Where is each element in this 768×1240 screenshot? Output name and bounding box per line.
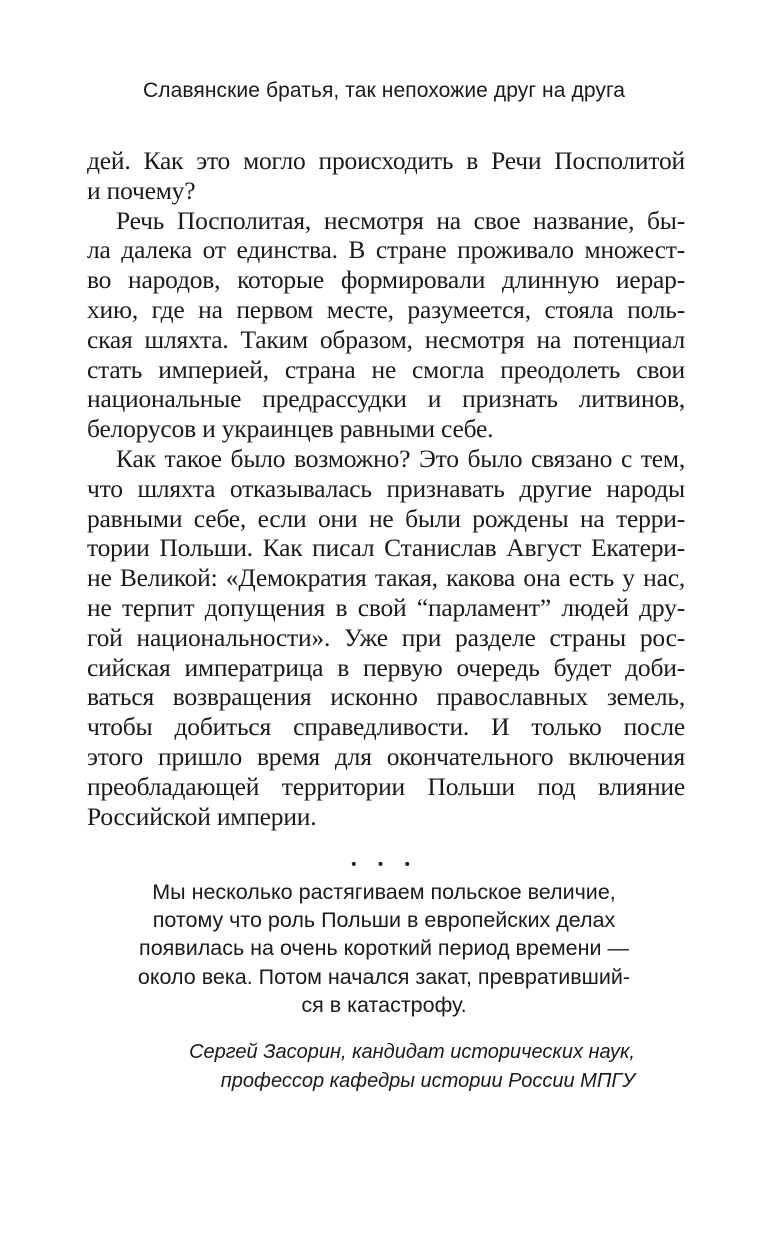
body-text: [87, 146, 685, 831]
text-line: сийская императрица в первую очередь будет доби-: [87, 652, 685, 682]
attribution-line: профессор кафедры истории России МПГУ: [220, 1070, 635, 1092]
text-line: равными себе, если они не были рождены на терри-: [87, 503, 685, 533]
text-line: этого пришло время для окончательного включения: [87, 741, 685, 771]
quote-attribution: [180, 1038, 635, 1096]
text-line: во народов, которые формировали длинную иерар-: [87, 265, 685, 295]
running-head: Славянские братья, так непохожие друг на друга: [142, 79, 626, 102]
text-line: Российской империи.: [87, 801, 317, 831]
quote-line: Мы несколько растягиваем польское величие,: [152, 880, 616, 904]
quote-line: появилась на очень короткий период времени —: [139, 936, 629, 961]
quote-line: ся в катастрофу.: [301, 992, 467, 1017]
text-line: преобладающей территории Польши под влияние: [87, 771, 685, 801]
text-line: что шляхта отказывалась признавать другие народы: [87, 473, 685, 503]
text-line: тории Польши. Как писал Станислав Август Екатери-: [87, 533, 685, 563]
text-line: ла далека от единства. В стране проживало множест-: [87, 235, 685, 265]
text-line: Речь Посполитая, несмотря на свое название, бы-: [116, 205, 685, 235]
text-line: национальные предрассудки и признать литвинов,: [87, 384, 685, 414]
text-line: Как такое было возможно? Это было связано с тем,: [116, 443, 685, 473]
text-line: хию, где на первом месте, разумеется, стояла поль-: [87, 294, 685, 324]
text-line: чтобы добиться справедливости. И только после: [87, 712, 685, 742]
text-line: ваться возвращения исконно православных земель,: [87, 682, 685, 712]
epigraph-quote: [134, 878, 634, 1019]
text-line: стать империей, страна не смогла преодолеть свои: [87, 354, 685, 384]
text-line: и почему?: [87, 175, 196, 205]
attribution-line: Сергей Засорин, кандидат исторических наук,: [189, 1041, 635, 1063]
text-line: не терпит допущения в свой “парламент” людей дру-: [87, 592, 685, 622]
text-line: не Великой: «Демократия такая, какова она есть у нас,: [87, 563, 685, 593]
text-line: белорусов и украинцев равными себе.: [87, 414, 494, 444]
text-line: дей. Как это могло происходить в Речи Посполитой: [87, 146, 685, 175]
text-line: ская шляхта. Таким образом, несмотря на потенциал: [87, 324, 685, 354]
section-separator: • • •: [349, 857, 419, 873]
quote-line: потому что роль Польши в европейских делах: [152, 908, 616, 933]
text-line: гой национальности». Уже при разделе страны рос-: [87, 622, 685, 652]
quote-line: около века. Потом начался закат, превративший-: [137, 964, 631, 989]
